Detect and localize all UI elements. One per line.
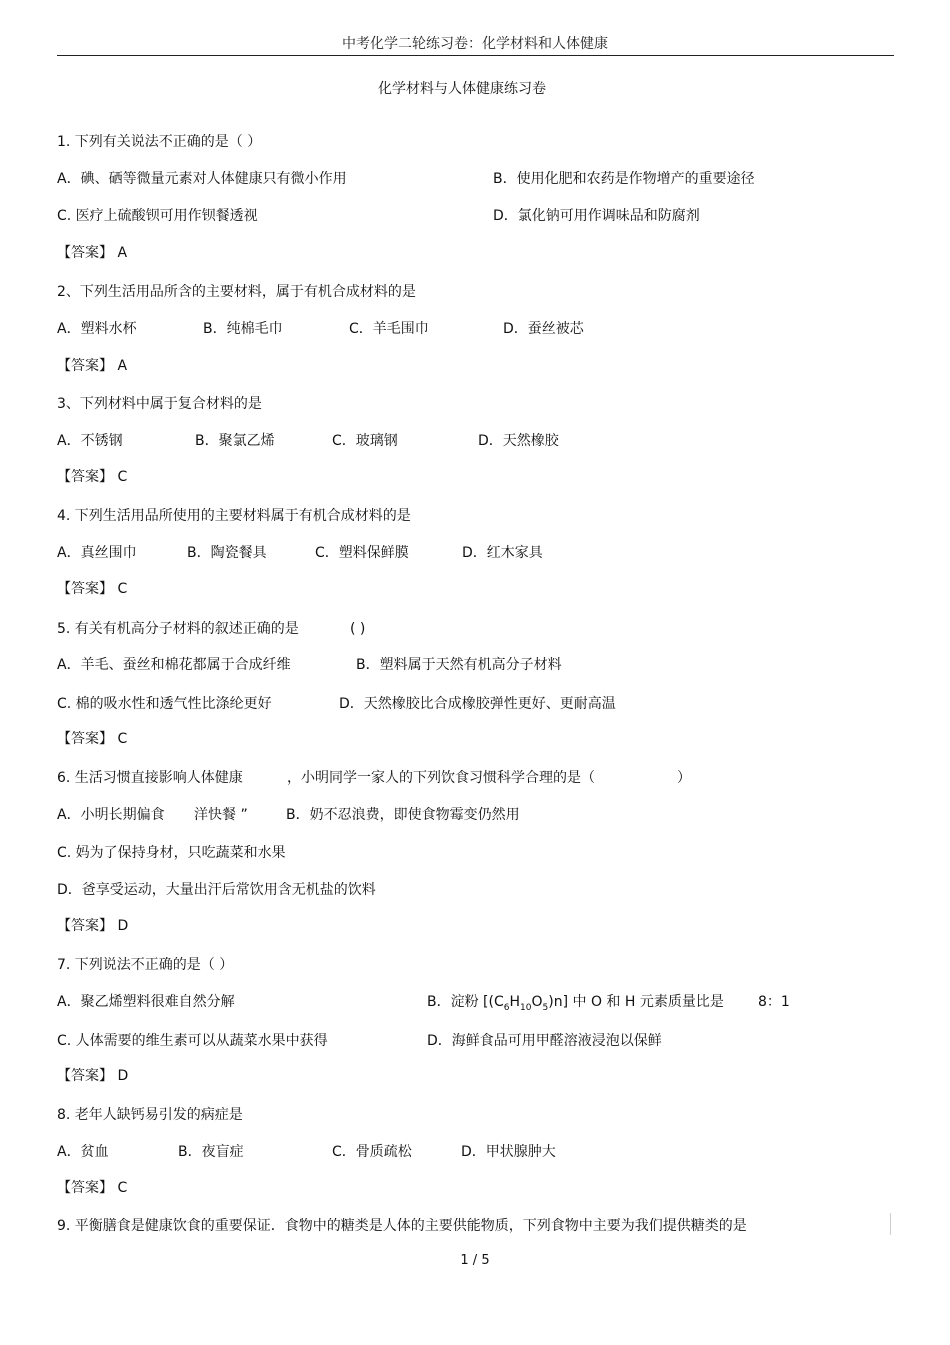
question-5-option-a: A．羊毛、蚕丝和棉花都属于合成纤维: [57, 657, 291, 673]
question-1-option-a: A．碘、硒等微量元素对人体健康只有微小作用: [57, 171, 347, 187]
question-7-option-b-text-3: O: [531, 994, 543, 1010]
question-2-option-b: B．纯棉毛巾: [203, 321, 283, 337]
margin-mark: [890, 1213, 891, 1235]
question-2-option-a: A．塑料水杯: [57, 321, 137, 337]
question-7-option-b-text-1: B．淀粉 [(C: [427, 994, 504, 1010]
question-7-option-b: [427, 994, 724, 1013]
question-4-option-a: A．真丝围巾: [57, 545, 137, 561]
question-3-option-a: A．不锈钢: [57, 433, 123, 449]
question-3-answer: 【答案】 C: [57, 469, 128, 485]
question-6-option-c: C. 妈为了保持身材，只吃蔬菜和水果: [57, 845, 286, 861]
page-number: 1 / 5: [460, 1253, 490, 1268]
question-4-stem: 4. 下列生活用品所使用的主要材料属于有机合成材料的是: [57, 508, 411, 524]
question-8-option-a: A．贫血: [57, 1144, 109, 1160]
question-6-stem-part-2: ，小明同学一家人的下列饮食习惯科学合理的是（: [287, 770, 595, 786]
question-4-answer: 【答案】 C: [57, 581, 128, 597]
question-1-option-c: C. 医疗上硫酸钡可用作钡餐透视: [57, 208, 258, 224]
question-6-option-d: D．爸享受运动，大量出汗后常饮用含无机盐的饮料: [57, 882, 376, 898]
question-6-answer: 【答案】 D: [57, 918, 129, 934]
question-7-option-b-text-4: )n] 中 O 和 H 元素质量比是: [548, 994, 724, 1010]
question-1-option-d: D．氯化钠可用作调味品和防腐剂: [493, 208, 700, 224]
question-2-option-d: D．蚕丝被芯: [503, 321, 584, 337]
question-7-option-d: D．海鲜食品可用甲醛溶液浸泡以保鲜: [427, 1033, 662, 1049]
question-6-option-a-part-1: A．小明长期偏食: [57, 807, 165, 823]
question-8-stem: 8. 老年人缺钙易引发的病症是: [57, 1107, 243, 1123]
page-header-title: 中考化学二轮练习卷：化学材料和人体健康: [342, 36, 608, 52]
question-4-option-c: C．塑料保鲜膜: [315, 545, 409, 561]
question-8-option-b: B．夜盲症: [178, 1144, 244, 1160]
question-2-option-c: C．羊毛围巾: [349, 321, 429, 337]
question-1-answer: 【答案】 A: [57, 245, 128, 261]
question-5-option-d: D．天然橡胶比合成橡胶弹性更好、更耐高温: [339, 696, 616, 712]
question-6-option-b: B．奶不忍浪费，即使食物霉变仍然用: [286, 807, 520, 823]
question-7-answer: 【答案】 D: [57, 1068, 129, 1084]
question-7-option-c: C. 人体需要的维生素可以从蔬菜水果中获得: [57, 1033, 328, 1049]
question-4-option-b: B．陶瓷餐具: [187, 545, 267, 561]
question-6-stem-part-3: ）: [677, 770, 691, 786]
question-2-answer: 【答案】 A: [57, 358, 128, 374]
question-8-option-d: D．甲状腺肿大: [461, 1144, 556, 1160]
question-5-option-b: B．塑料属于天然有机高分子材料: [356, 657, 562, 673]
question-5-option-c: C. 棉的吸水性和透气性比涤纶更好: [57, 696, 272, 712]
question-5-stem: 5. 有关有机高分子材料的叙述正确的是: [57, 621, 299, 637]
question-3-stem: 3、下列材料中属于复合材料的是: [57, 396, 262, 412]
question-5-paren: ( ): [350, 621, 366, 637]
question-8-option-c: C．骨质疏松: [332, 1144, 412, 1160]
question-1-stem: 1. 下列有关说法不正确的是（ ）: [57, 134, 262, 150]
question-2-stem: 2、下列生活用品所含的主要材料，属于有机合成材料的是: [57, 284, 416, 300]
question-9-stem: 9. 平衡膳食是健康饮食的重要保证．食物中的糖类是人体的主要供能物质，下列食物中主要为我们提供糖类的是: [57, 1218, 747, 1234]
question-7-stem: 7. 下列说法不正确的是（ ）: [57, 957, 234, 973]
question-6-option-a-part-2: 洋快餐 ”: [194, 807, 248, 823]
question-7-option-b-text-2: H: [509, 994, 521, 1010]
document-title: 化学材料与人体健康练习卷: [378, 81, 546, 97]
question-7-option-b-ratio: 8：1: [758, 994, 790, 1010]
question-6-stem-part-1: 6. 生活习惯直接影响人体健康: [57, 770, 243, 786]
question-1-option-b: B．使用化肥和农药是作物增产的重要途径: [493, 171, 755, 187]
header-divider: [57, 55, 894, 56]
question-5-answer: 【答案】 C: [57, 731, 128, 747]
question-7-option-b-sub-2: 10: [520, 1002, 532, 1013]
question-3-option-c: C．玻璃钢: [332, 433, 398, 449]
question-7-option-b-sub-3: 5: [542, 1002, 549, 1013]
question-7-option-a: A．聚乙烯塑料很难自然分解: [57, 994, 235, 1010]
question-3-option-b: B．聚氯乙烯: [195, 433, 275, 449]
question-3-option-d: D．天然橡胶: [478, 433, 559, 449]
question-7-option-b-sub-1: 6: [503, 1002, 510, 1013]
question-8-answer: 【答案】 C: [57, 1180, 128, 1196]
question-4-option-d: D．红木家具: [462, 545, 543, 561]
